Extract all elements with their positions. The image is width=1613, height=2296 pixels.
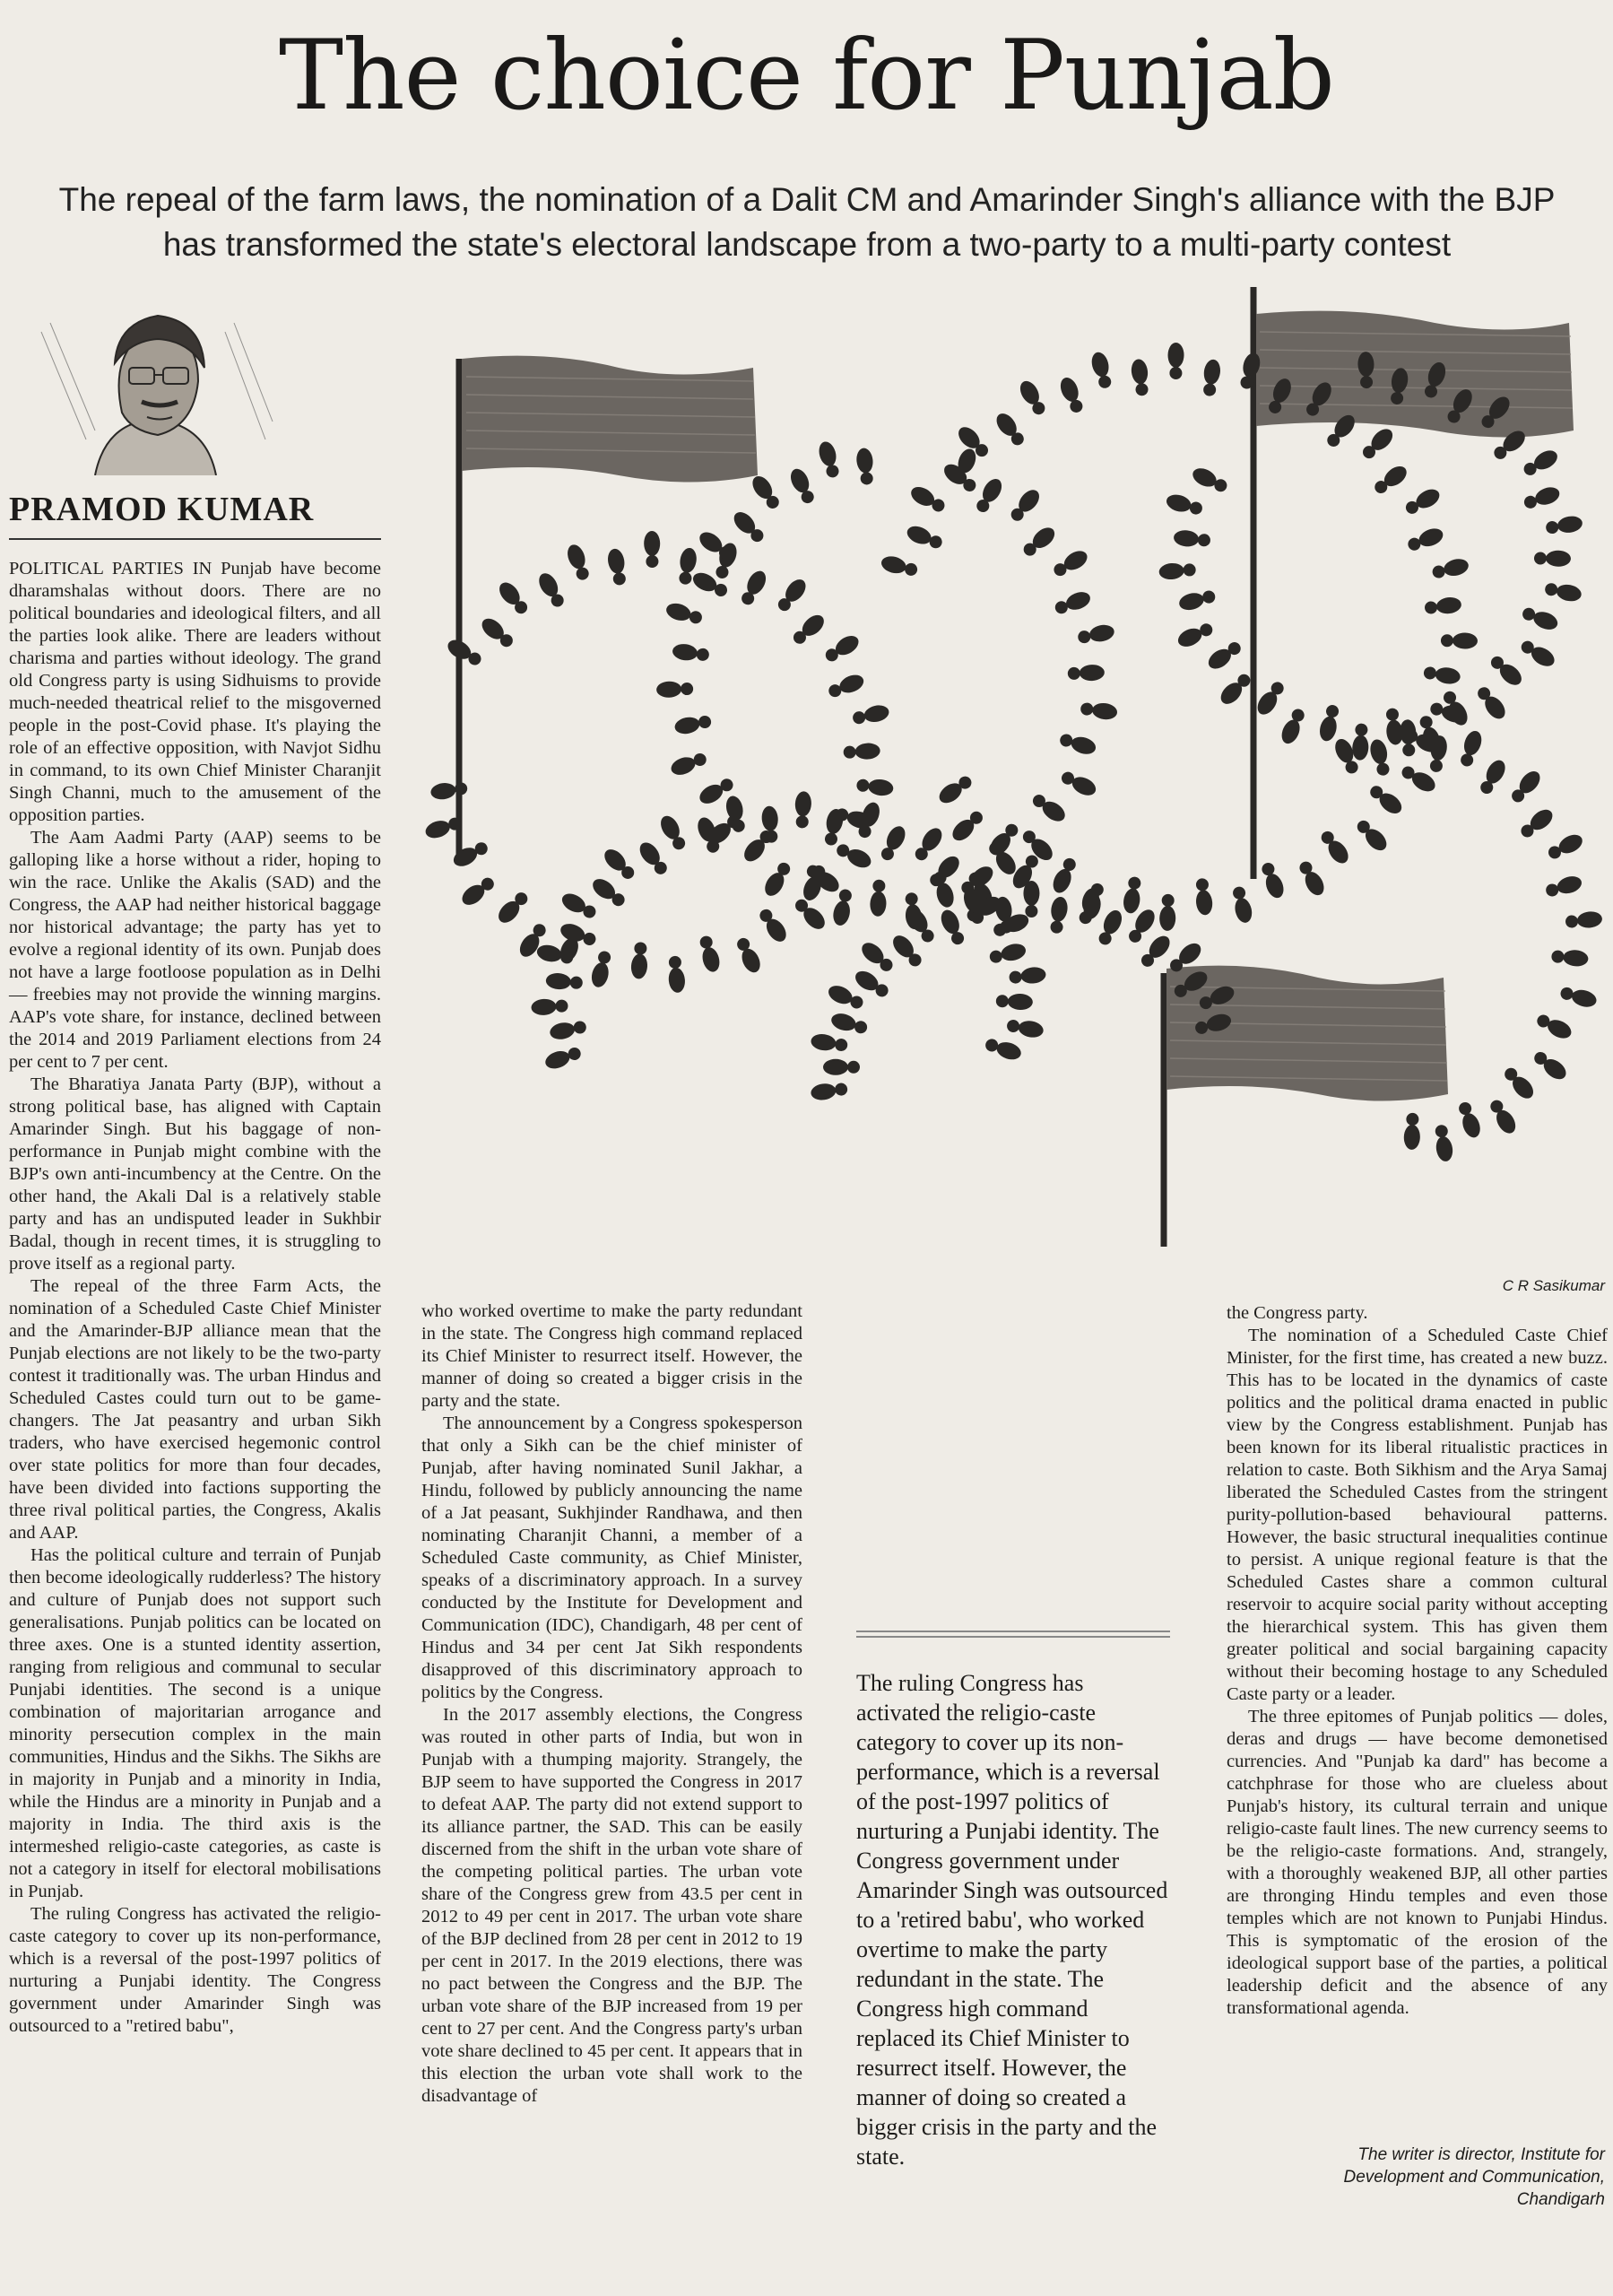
footprint	[826, 672, 866, 700]
footprint	[993, 410, 1028, 448]
footprint	[831, 888, 854, 927]
footprint	[1048, 896, 1070, 935]
footprint	[664, 601, 704, 627]
footprint	[1565, 910, 1603, 930]
footprint	[669, 750, 709, 778]
footprint	[774, 576, 810, 614]
footprint	[1019, 827, 1057, 865]
footprint	[1368, 737, 1392, 777]
footprint	[1023, 881, 1039, 918]
footprint	[1545, 515, 1583, 537]
footprint	[1205, 639, 1244, 673]
footprint	[1122, 875, 1143, 914]
footprint	[545, 972, 583, 991]
paragraph: the Congress party.	[1227, 1303, 1368, 1323]
footprint	[673, 713, 713, 736]
pull-quote: The ruling Congress has activated the religio-caste category to cover up its non-performance, which is a reversal of the post-1997 politics of nurturing a Punjabi identity. The Congress government under Amarinder Singh was outsourced to a 'retired babu', who worked overtime to make the party redundant in the state. The Congress high command replaced its Chief Minister to resurrect itself. However, the manner of doing so created a bigger crisis in the party and the state.	[856, 1670, 1168, 2170]
paragraph: POLITICAL PARTIES IN Punjab have become dharamshalas without doors. There are no political boundaries and ideological filters, and all the parties look alike. There are leaders without charisma and parties without ideology. The grand old Congress party is using Sidhuisms to provide much-needed theatrical relief to the misgoverned people in the post-Covid phase. It's playing the role of an effective opposition, with Navjot Sidhu in command, to its own Chief Minister Charanjit Singh Channi, much to the amusement of the opposition parties.	[9, 559, 381, 825]
footprint	[1531, 1048, 1570, 1083]
footprint	[1193, 877, 1213, 916]
footprint	[496, 578, 532, 617]
footprint	[1058, 731, 1097, 757]
footprint	[1253, 679, 1288, 718]
footprint	[826, 982, 866, 1012]
footprint	[1371, 462, 1410, 497]
paragraph: The Bharatiya Janata Party (BJP), without a strong political base, has aligned with Captain Amarinder Singh. But his baggage of non-performance in Punjab might combine with the BJP's own anti-incumbency at the Centre. On the other hand, the Akali Dal is a relatively stable party and has an undisputed leader in Sukhbir Badal, though in recent times, it is struggling to prove itself as a regional party.	[9, 1074, 381, 1274]
footprint	[1423, 665, 1461, 686]
footprint	[984, 1036, 1024, 1063]
footprint	[697, 934, 722, 973]
footprint	[907, 483, 948, 516]
author-portrait	[32, 296, 274, 475]
footprint	[589, 950, 613, 989]
footprint	[1455, 1100, 1483, 1140]
footprint	[834, 840, 874, 871]
footprint	[1487, 652, 1526, 689]
flag	[462, 356, 758, 483]
paragraph: Has the political culture and terrain of Punjab then become ideologically rudderless? The history and culture of Punjab does not support such generalisations. Punjab politics can be located on three axes. One is a stunted identity assertion, ranging from religious and communal to secular Punjabi identities. The second is a unique combination of majoritarian arrogance and minority persecution complex in the main communities, Hindus and the Sikhs. The Sikhs are in majority in Punjab and a minority in India, while the Hindus are a minority in Punjab and a majority in India. The third axis is the intermeshed religio-caste categories, as caste is not a category in itself for electoral mobilisations in Punjab.	[9, 1545, 381, 1901]
footprint	[1457, 728, 1484, 769]
footprint	[730, 509, 767, 546]
footprint	[458, 874, 498, 909]
footprint	[535, 570, 568, 611]
footprint	[1402, 485, 1443, 517]
footprint	[1477, 757, 1509, 797]
footprint	[817, 439, 843, 479]
footprint	[1551, 948, 1589, 967]
footprint	[1059, 769, 1099, 799]
footprint	[1534, 550, 1571, 567]
footprint	[889, 932, 925, 970]
flag	[1256, 311, 1574, 438]
footprint	[1403, 1113, 1420, 1151]
paragraph: The nomination of a Scheduled Caste Chief Minister, for the first time, has created a new buzz. This has to be located in the dynamics of caste politics and the political drama enacted in public view by the Congress establishment. Punjab has been known for its liberal ritualistic practices in relation to caste. Both Sikhism and the Arya Samaj liberated the Scheduled Castes from the stringent purity-pollution-based behavioural patterns. However, the basic structural inequalities continue to persist. A unique regional feature is that the Scheduled Castes share a common cultural reservoir to acquire social parity without accepting the hierarchical system. This has given them greater political and social bargaining capacity without their becoming hostage to any Scheduled Caste party or a leader.	[1227, 1326, 1608, 1704]
footprint	[1534, 1011, 1574, 1041]
footprint	[1057, 375, 1086, 415]
footprint	[851, 703, 890, 727]
footprint	[1474, 683, 1509, 722]
footprint	[630, 942, 649, 979]
footprint	[1359, 425, 1397, 463]
footprint	[855, 448, 875, 486]
footprint	[636, 839, 671, 878]
footprint	[1520, 604, 1560, 633]
standfirst: The repeal of the farm laws, the nomination of a Dalit CM and Amarinder Singh's alliance with the BJP has transformed the state's electoral landscape from a two-party to a multi-party contest	[58, 181, 1556, 263]
footprint	[733, 935, 764, 976]
footprint	[936, 772, 976, 807]
column-1	[9, 558, 381, 2038]
footprint	[559, 890, 599, 922]
footprint	[429, 779, 468, 801]
footprint	[1175, 620, 1216, 650]
footprint	[1067, 665, 1105, 683]
footprint	[1406, 526, 1446, 554]
footprint	[822, 807, 846, 847]
footprint	[855, 777, 894, 797]
paragraph: who worked overtime to make the party redundant in the state. The Congress high command replaced its Chief Minister to resurrect itself. However, the manner of doing so created a bigger crisis in the party and the state.	[421, 1301, 802, 1411]
footprint	[880, 553, 919, 578]
footprint	[549, 1018, 588, 1041]
pull-quote-rule	[856, 1631, 1170, 1632]
footprint	[1366, 782, 1405, 818]
footprint	[738, 568, 769, 608]
footprint	[1544, 874, 1583, 900]
footprint	[1522, 484, 1562, 512]
footprint	[1020, 524, 1059, 560]
footprint	[1089, 351, 1114, 390]
footprint	[1017, 378, 1049, 418]
footprint	[1296, 858, 1328, 899]
footprint	[911, 824, 945, 864]
footprint	[938, 907, 967, 947]
footprint	[1029, 791, 1069, 826]
footprint	[1424, 596, 1462, 617]
footprint	[1521, 447, 1561, 479]
footprint	[905, 523, 945, 552]
footprint	[810, 1081, 848, 1102]
footprint	[1007, 486, 1043, 525]
footprint	[601, 846, 638, 883]
footprint	[1317, 828, 1352, 867]
footprint	[870, 879, 888, 917]
column-2	[421, 1300, 802, 2108]
footprint	[1317, 703, 1341, 743]
footprint	[988, 942, 1028, 966]
column-4	[1227, 1302, 1608, 2020]
footprint	[1077, 622, 1116, 646]
footprint	[852, 967, 891, 1000]
footprint	[1190, 465, 1230, 495]
footprint	[749, 473, 783, 512]
footprint	[1159, 894, 1176, 931]
footprint	[792, 895, 829, 933]
footprint	[1433, 1124, 1454, 1162]
paragraph: The Aam Aadmi Party (AAP) seems to be galloping like a horse without a rider, hoping to win the race. Unlike the Akalis (SAD) and the Congress, the AAP had neither historical baggage nor historical advantage; the party has yet to evolve a regional identity of its own. Punjab does not have a large footloose population as in Delhi — freebies may not provide the winning margins. AAP's vote share, for instance, declined between the 2014 and 2019 Parliament elections from 24 per cent to 7 per cent.	[9, 828, 381, 1072]
paragraph: The repeal of the three Farm Acts, the nomination of a Scheduled Caste Chief Minister and the Amarinder-BJP alliance mean that the Punjab elections are not likely to be the two-party contest it traditionally was. The urban Hindus and Scheduled Castes could turn out to be game-changers. The Jat peasantry and urban Sikh traders, who have exercised hegemonic control over state politics for more than four decades, have been divided into factions supporting the three rival political parties, the Congress, Akalis and AAP.	[9, 1276, 381, 1543]
footprint	[589, 875, 629, 910]
footprint	[445, 636, 484, 669]
footprint	[1167, 343, 1184, 379]
footprint	[1177, 587, 1217, 613]
footprint	[858, 939, 897, 975]
footprint	[973, 475, 1005, 515]
footprint	[1352, 723, 1370, 761]
paragraph: The three epitomes of Punjab politics — doles, deras and drugs — have become demonetised currencies. And "Punjab ka dard" has become a catchphrase for those who are clueless about Punjab's history, its cultural terrain and unique religio-caste fault lines. The new currency seems to be the religio-caste formations. And, strangely, with a thoroughly weakened BJP, all other parties are thronging Hindu temples and even those temples which are not known to Punjabi Hindus. This is symptomatic of the erosion of the ideological support base of the parties, a political leadership deficit and the absence of any transformational agenda.	[1227, 1707, 1608, 2018]
pull-quote-rule	[856, 1636, 1170, 1638]
footprint	[1080, 700, 1118, 721]
footprint	[823, 1059, 860, 1075]
footprint	[1158, 561, 1196, 580]
footprint	[756, 906, 790, 945]
footprint	[656, 681, 694, 698]
footprint	[1050, 856, 1080, 896]
footprint	[1259, 860, 1288, 900]
paragraph: In the 2017 assembly elections, the Congress was routed in other parts of India, but won in Punjab with a thumping majority. Strangely, the BJP seem to have supported the Congress in 2017 to defeat AAP. The party did not extend support to its alliance partner, the SAD. This can be easily discerned from the shift in the urban vote share of the competing political parties. The urban vote share of the Congress grew from 43.5 per cent in 2012 to 49 per cent in 2017. The urban vote share of the BJP declined from 28 per cent in 2012 to 19 per cent in 2017. In the 2019 elections, there was no pact between the Congress and the BJP. The urban vote share of the BJP increased from 19 per cent to 27 per cent. And the Congress party's urban vote share declined to 45 per cent. It appears that in this election the urban vote shall work to the disadvantage of	[421, 1705, 802, 2106]
footprint	[1544, 580, 1583, 604]
footprint	[761, 859, 794, 899]
footprint	[1130, 358, 1150, 396]
footprint	[565, 543, 593, 583]
illustration-credit: C R Sasikumar	[1502, 1277, 1605, 1294]
footprint	[1353, 817, 1390, 855]
footprint	[1508, 768, 1544, 806]
footprint	[1546, 831, 1586, 863]
footprint	[1558, 984, 1598, 1009]
author-note: The writer is director, Institute for Development and Communication, Chandigarh	[1343, 2145, 1605, 2209]
footprint	[1518, 637, 1557, 670]
footprint	[543, 1044, 584, 1072]
headline: The choice for Punjab	[279, 20, 1334, 132]
footprint	[822, 632, 862, 665]
footprint	[1487, 1097, 1519, 1136]
footprint	[672, 642, 710, 663]
footprint	[644, 531, 660, 568]
footprint	[1051, 547, 1090, 579]
footprint	[1517, 805, 1556, 841]
footprint	[1400, 719, 1418, 757]
footprint	[843, 743, 880, 761]
footprint	[996, 993, 1034, 1010]
footprint	[1279, 706, 1308, 746]
footprint	[1173, 529, 1211, 549]
paragraph: The ruling Congress has activated the religio-caste category to cover up its non-performance, which is a reversal of the post-1997 politics of nurturing a Punjabi identity. The Congress government under Amarinder Singh was outsourced to a "retired babu",	[9, 1904, 381, 2036]
footprint	[1501, 1065, 1538, 1103]
footprint	[1096, 908, 1125, 948]
flags-and-footprints-illustration	[386, 260, 1613, 1278]
footprint	[949, 807, 986, 844]
footprint	[810, 1032, 848, 1054]
footprint	[878, 823, 909, 864]
footprint	[829, 1011, 869, 1037]
footprint	[666, 955, 686, 994]
footprint	[1165, 492, 1204, 518]
footprint	[657, 813, 689, 853]
footprint	[495, 889, 532, 926]
footprint	[793, 791, 811, 829]
footprint	[1138, 932, 1174, 970]
footprint	[1006, 1017, 1045, 1039]
footprint	[1053, 589, 1093, 618]
footprint	[1441, 632, 1478, 649]
footprint	[1431, 556, 1470, 581]
footprint	[606, 547, 629, 587]
footprint	[478, 614, 516, 650]
footprint	[1009, 966, 1047, 986]
footprint	[790, 611, 828, 648]
footprint	[1201, 359, 1221, 397]
paragraph: The announcement by a Congress spokesperson that only a Sikh can be the chief minister of Punjab, after having nominated Sunil Jakhar, a Hindu, followed by publicly announcing the name of a Jat peasant, Sukhjinder Randhawa, and then nominating Charanjit Channi, a member of a Scheduled Caste community, as Chief Minister, speaks of a discriminatory approach. In a survey conducted by the Institute for Development and Communication (IDC), Chandigarh, 48 per cent of Hindus and 34 per cent Jat Sikh respondents disapproved of this discriminatory approach to politics by the Congress.	[421, 1413, 802, 1702]
footprint	[1230, 885, 1254, 925]
footprint	[531, 997, 568, 1015]
author-byline: PRAMOD KUMAR	[9, 490, 381, 540]
footprint	[787, 466, 818, 507]
footprint	[1217, 670, 1254, 708]
